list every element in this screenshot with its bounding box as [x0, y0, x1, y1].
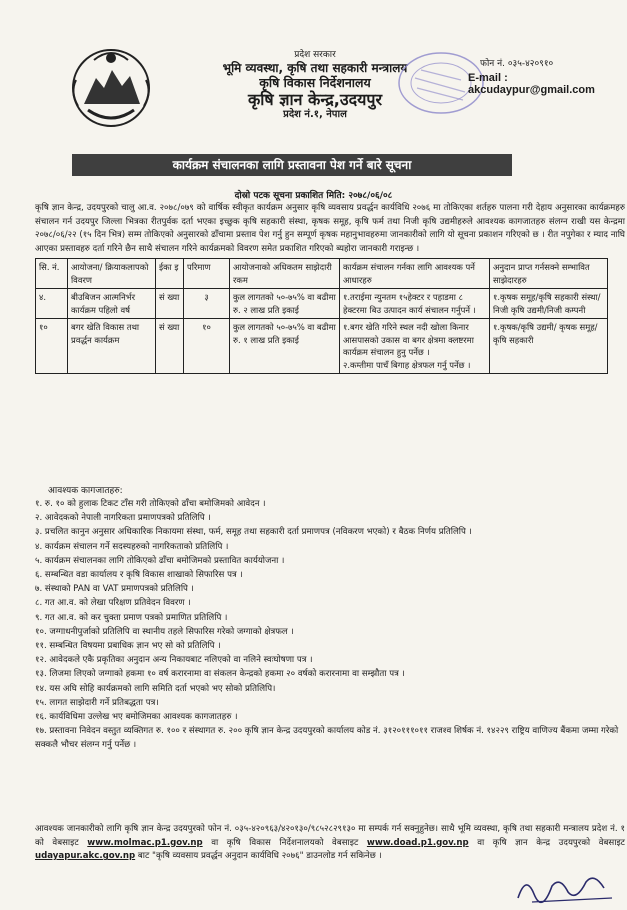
- column-header: ईका इ: [156, 259, 184, 289]
- table-header-row: [36, 259, 608, 289]
- list-item: १६. कार्यविधिमा उल्लेख भए बमोजिमका आवश्यक कागजातहरु ।: [35, 712, 238, 723]
- list-item: १२. आवेदकले एकै प्रकृतिका अनुदान अन्य निकायबाट नलिएको वा नलिने स्वःघोषणा पत्र ।: [35, 655, 313, 666]
- list-item: ७. संस्थाको PAN वा VAT प्रमाणपत्रको प्रतिलिपि ।: [35, 584, 194, 595]
- basis-item: १.तराईमा न्युनतम १५हेक्टर र पहाडमा ८ हेक्टरमा बिउ उत्पादन कार्य संचालन गर्नुपर्ने ।: [343, 292, 476, 315]
- cell-sn: ४.: [36, 289, 68, 319]
- cell-partners: १.कृषक समूह/कृषि सहकारी संस्था/निजी कृषि उद्यमी/निजी कम्पनी: [490, 289, 608, 319]
- office-website-link[interactable]: udayapur.akc.gov.np: [35, 851, 136, 862]
- directorate-website-link[interactable]: www.doad.p1.gov.np: [366, 837, 469, 848]
- cell-unit: सं ख्या: [156, 289, 184, 319]
- header-office-name: कृषि ज्ञान केन्द्र,उदयपुर: [247, 90, 383, 110]
- list-item: ६. सम्बन्धित वडा कार्यालय र कृषि विकास शाखाको सिफारिस पत्र ।: [35, 570, 243, 581]
- signature: [512, 868, 622, 908]
- list-item: १५. लागत साझेदारी गर्ने प्रतिबद्धता पत्र।: [35, 697, 159, 708]
- cell-partners: १.कृषक/कृषि उद्यमी/ कृषक समूह/कृषि सहकारी: [490, 319, 608, 374]
- list-item: १७. प्रस्तावना निवेदन वस्तुत व्यक्तिगत रु. १०० र संस्थागत रु. २०० कृषि ज्ञान केन्द्र उदयपुरको कार्यालय कोड नं. ३१२०१११०११ राजश्व शिर्षक नं. १४२२९ राष्ट्रिय वाणिज्य बैंकमा जम्मा गरेको सक्कलै भौचर संलग्न गर्नु पर्नेछ ।: [35, 726, 619, 751]
- list-item: १०. जग्गाधनीपुर्जाको प्रतिलिपि वा स्थानीय तहले सिफारिस गरेको जग्गाको क्षेत्रफल ।: [35, 626, 294, 637]
- column-header: सि. नं.: [36, 259, 68, 289]
- column-header: कार्यक्रम संचालन गर्नका लागि आवश्यक पर्ने आधारहरु: [340, 259, 490, 289]
- basis-item: १.बगर खेति गरिने स्थल नदी खोला किनार आसपासको उकास वा बगर क्षेत्रमा क्लष्टरमा कार्यक्रम संचालन हुनु पर्नेछ ।: [343, 322, 474, 357]
- header-province: प्रदेश नं.१, नेपाल: [283, 109, 347, 121]
- cell-activity: बीउबिजन आत्मनिर्भर कार्यक्रम पहिलो वर्ष: [68, 289, 156, 319]
- cell-qty: १०: [184, 319, 230, 374]
- contact-email: E-mail : akcudaypur@gmail.com: [468, 72, 595, 96]
- cell-amount: कुल लागतको ५०-७५% वा बढीमा रु. २ लाख प्रति इकाई: [230, 289, 340, 319]
- column-header: आयोजना/ क्रियाकलापको विवरण: [68, 259, 156, 289]
- table-row: [36, 319, 608, 374]
- cell-basis: [340, 319, 490, 374]
- notice-banner: कार्यक्रम संचालनका लागि प्रस्तावना पेश गर्ने बारे सूचना: [72, 154, 512, 176]
- program-table: [35, 258, 608, 374]
- notice-intro: कृषि ज्ञान केन्द्र, उदयपुरको चालु आ.व. २०७८/०७९ को वार्षिक स्वीकृत कार्यक्रम अनुसार कृषि व्यवसाय प्रवर्द्धन कार्यविधि २०७६ मा तोकिएका शर्तहरु पालना गरी देहाय अनुसारका कार्यक्रमहरु संचालन गर्न उदयपुर जिल्ला भित्रका रीतपुर्वक दर्ता भएका इच्छुक कृषि सहकारी संस्था, कृषक समूह, कृषि फर्म तथा निजी कृषि उद्यमीहरुले आवश्यक कागजातहरु संलग्न राखी यस केन्द्रमा २०७८/०६/२२ (१५ दिन भित्र) सम्म तोकिएको अनुसारको ढाँचामा प्रस्ताव पेश गर्नु हुन सम्पूर्ण कृषक महानुभावहरुमा जानकारीको लागि यो सूचना प्रकाशन गरिएको छ । रीत नपुगेका र म्याद नाघि आएका प्रस्तावहरु दर्ता गरिने छैन साथै संचालन गरिने कार्यक्रमको विवरण समेत प्रकाशित गरिएको ब्यहोरा जानकारी गराइन्छ ।: [35, 203, 625, 254]
- footer-text: बाट "कृषि व्यवसाय प्रवर्द्धन अनुदान कार्यविधि २०७६" डाउनलोड गर्न सकिनेछ ।: [135, 851, 382, 862]
- publication-date: दोस्रो पटक सूचना प्रकाशित मिति: २०७८/०६/०८: [234, 191, 393, 201]
- list-item: ३. प्रचलित कानुन अनुसार अधिकारिक निकायमा संस्था, फर्म, समूह तथा सहकारी दर्ता प्रमाणपत्र (नविकरण भएको) र बैठक निर्णय प्रतिलिपि ।: [35, 527, 472, 538]
- column-header: परिमाण: [184, 259, 230, 289]
- header-directorate: कृषि विकास निर्देशनालय: [259, 75, 371, 91]
- cell-basis: [340, 289, 490, 319]
- basis-item: २.कम्तीमा पाचँ बिगाह क्षेत्रफल गर्नु पर्नेछ ।: [343, 359, 471, 370]
- contact-phone: फोन नं. ०३५-४२०९१०: [480, 59, 554, 69]
- ministry-website-link[interactable]: www.molmac.p1.gov.np: [87, 837, 203, 848]
- list-item: ४. कार्यक्रम संचालन गर्ने सदस्यहरुको नागरिकताको प्रतिलिपि ।: [35, 541, 229, 552]
- cell-amount: कुल लागतको ५०-७५% वा बढीमा रु. १ लाख प्रति इकाई: [230, 319, 340, 374]
- documents-heading: आवश्यक कागजातहरु:: [48, 486, 123, 496]
- contact-footer: [35, 823, 625, 864]
- list-item: ९. गत आ.व. को कर चुक्ता प्रमाण पत्रको प्रमाणित प्रतिलिपि ।: [35, 612, 228, 623]
- list-item: १३. लिजमा लिएको जग्गाको हकमा १० वर्ष करारनामा वा संकलन केन्द्रको हकमा २० वर्षको करारनामा वा सम्झौता पत्र ।: [35, 669, 405, 680]
- list-item: १. रु. १० को हुलाक टिकट टाँस गरी तोकिएको ढाँचा बमोजिमको आवेदन ।: [35, 499, 266, 509]
- cell-qty: ३: [184, 289, 230, 319]
- column-header: आयोजनाको अधिकतम साझेदारी रकम: [230, 259, 340, 289]
- footer-text: आवश्यक जानकारीको लागि कृषि ज्ञान केन्द्र उदयपुरको फोन नं. ०३५-४२०९६३/४२०१३०/९८५२८२९१३० मा सम्पर्क गर्न सक्नुहुनेछ। साथै भूमि व्यवस्था, कृषि तथा सहकारी मन्त्रालय प्रदेश नं. १ को वेबसाइट: [35, 824, 625, 848]
- table-row: [36, 289, 608, 319]
- nepal-emblem-icon: [66, 40, 156, 132]
- header-line-1: प्रदेश सरकार: [294, 50, 336, 60]
- list-item: ५. कार्यक्रम संचालनका लागि तोकिएको ढाँचा बमोजिमको प्रस्तावित कार्ययोजना ।: [35, 555, 285, 566]
- cell-activity: बगर खेति विकास तथा प्रवर्द्धन कार्यक्रम: [68, 319, 156, 374]
- list-item: ८. गत आ.व. को लेखा परिक्षण प्रतिवेदन विवरण ।: [35, 598, 191, 609]
- header-ministry: भूमि व्यवस्था, कृषि तथा सहकारी मन्त्रालय: [222, 60, 408, 75]
- cell-unit: सं ख्या: [156, 319, 184, 374]
- cell-sn: १०: [36, 319, 68, 374]
- list-item: २. आवेदकको नेपाली नागरिकता प्रमाणपत्रको प्रतिलिपि ।: [35, 513, 211, 524]
- footer-text: वा कृषि विकास निर्देशनालयको वेबसाइट: [202, 837, 367, 848]
- documents-list: [35, 497, 625, 753]
- list-item: ११. सम्बन्धित विषयमा प्रबाधिक ज्ञान भए सो को प्रतिलिपि ।: [35, 641, 221, 652]
- column-header: अनुदान प्राप्त गर्नसक्ने सम्भावित साझेदारहरु: [490, 259, 608, 289]
- footer-text: वा कृषि ज्ञान केन्द्र उदयपुरको वेबसाइट: [468, 837, 626, 848]
- list-item: १४. यस अघि सोहि कार्यक्रमको लागि समिति दर्ता भएको भए सोको प्रतिलिपि।: [35, 683, 276, 694]
